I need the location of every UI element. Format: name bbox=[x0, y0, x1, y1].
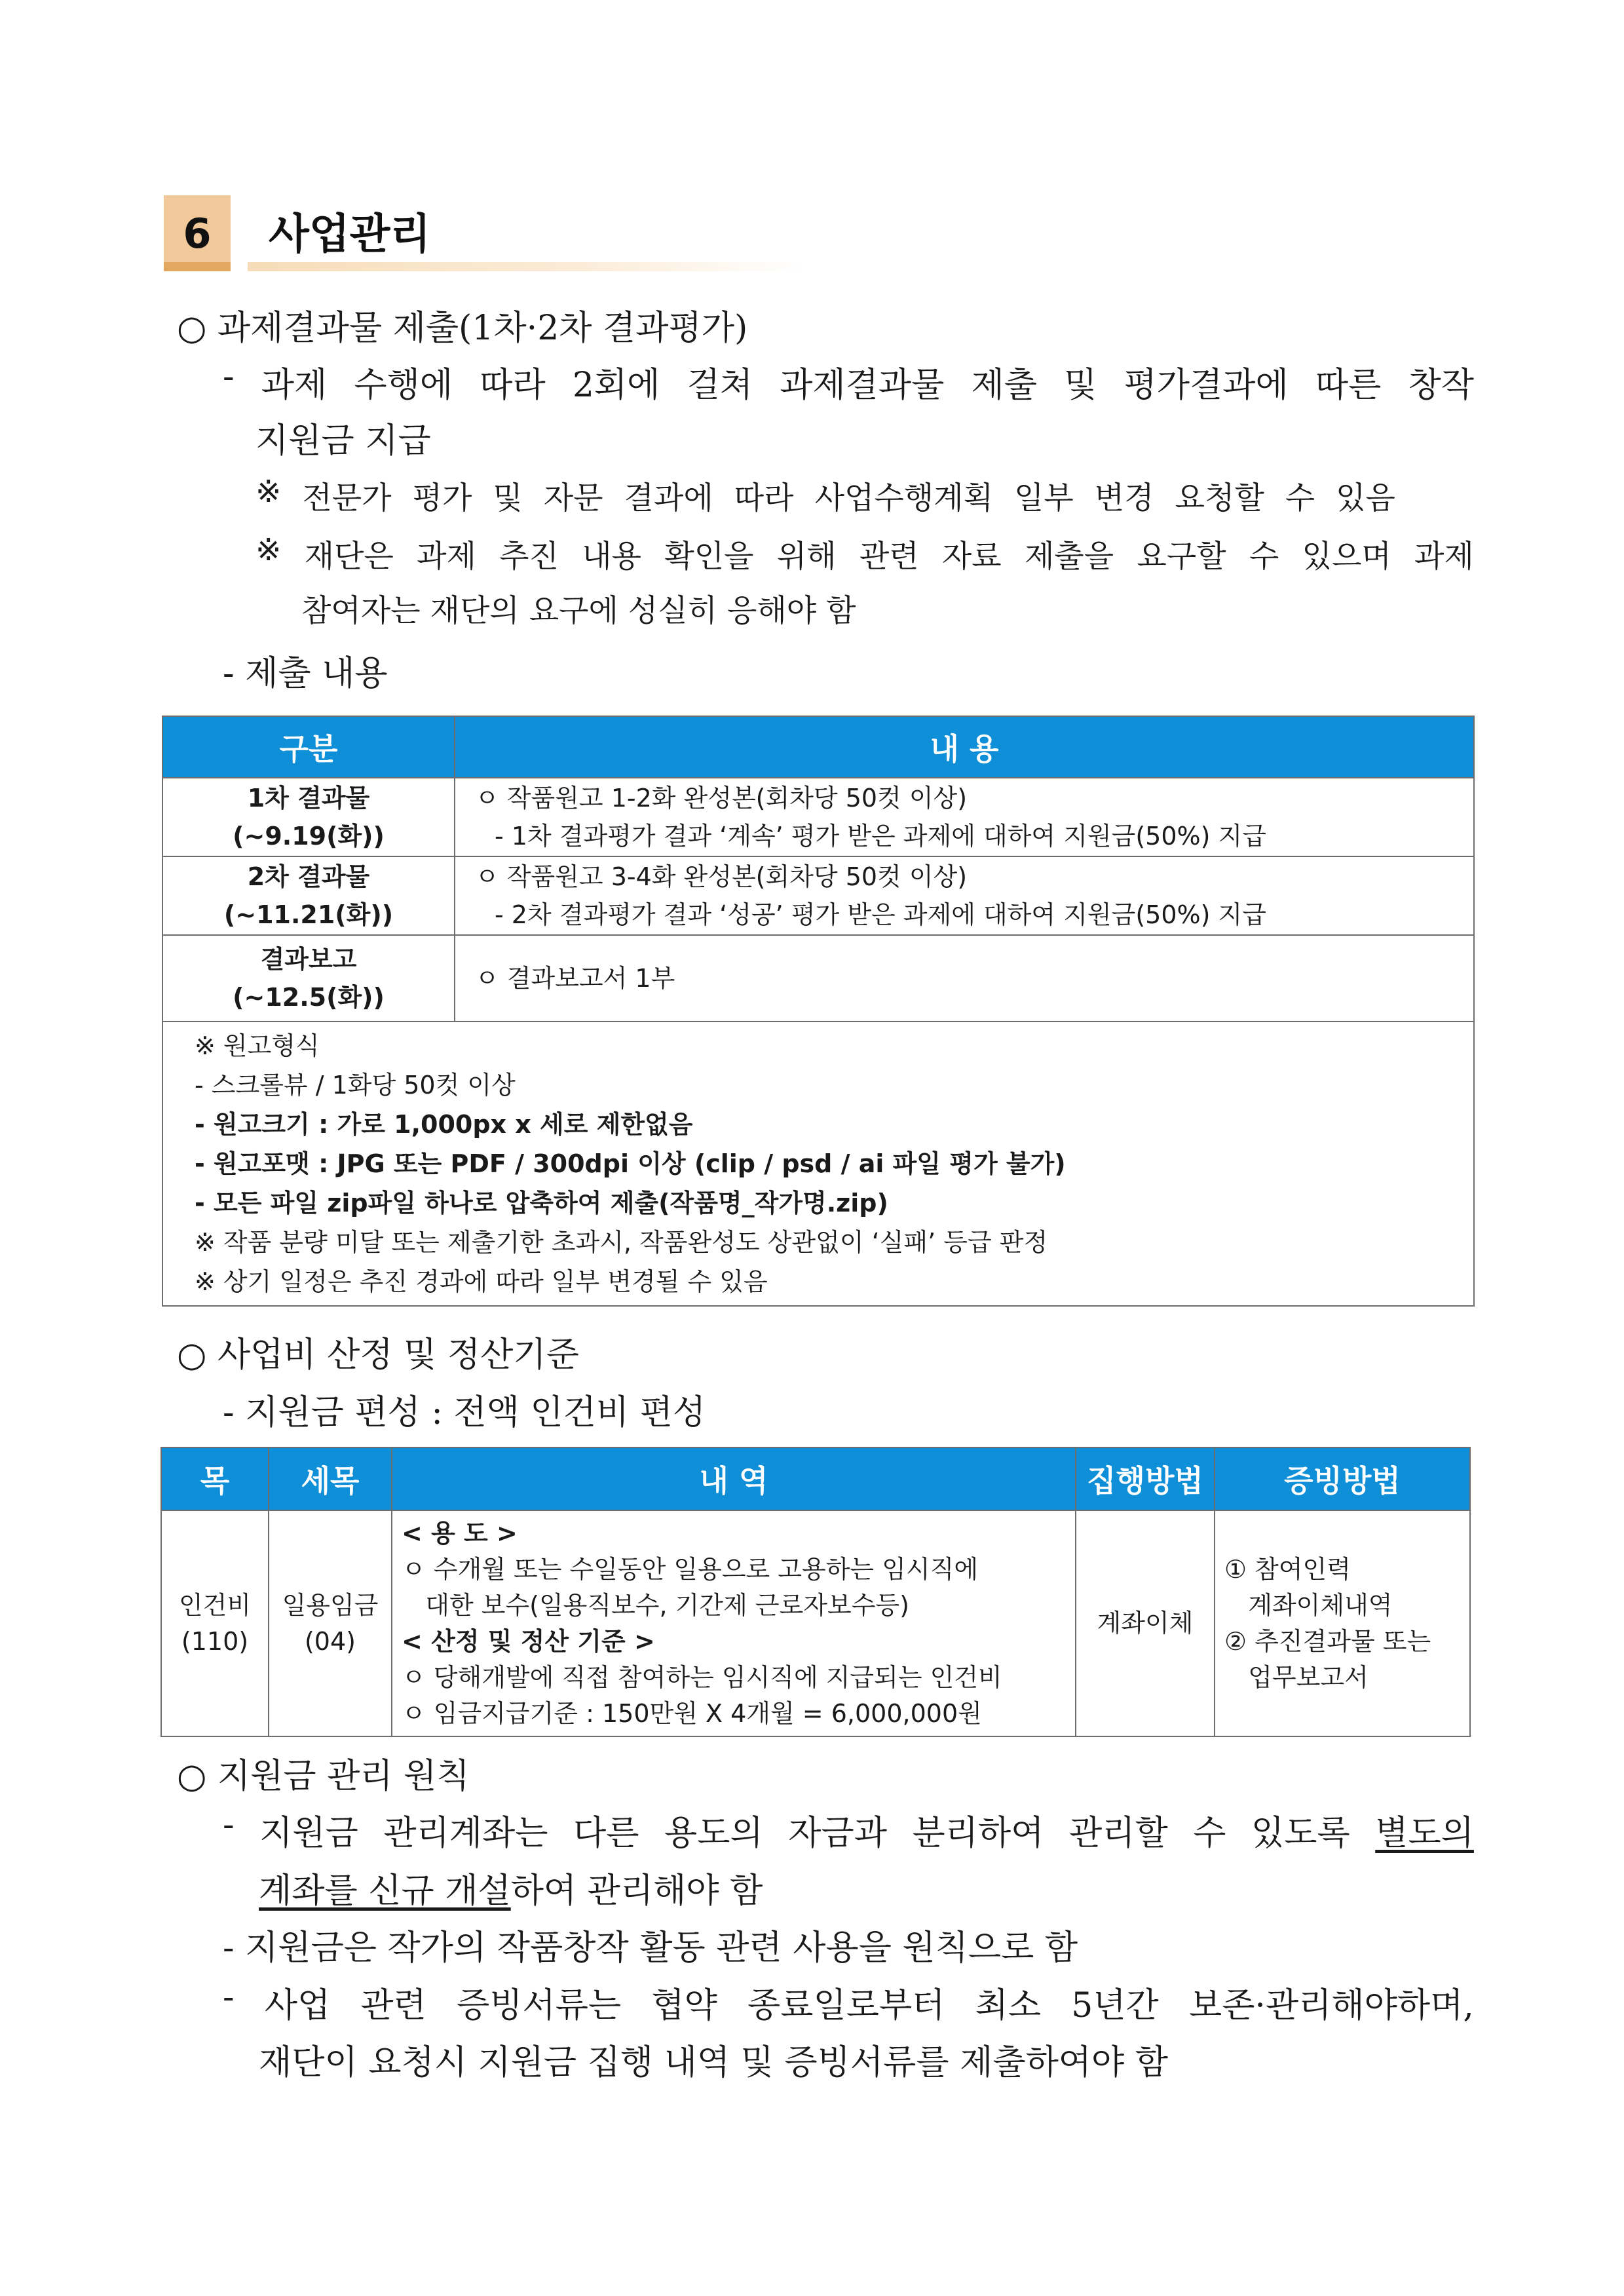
semok-code: (04) bbox=[304, 1626, 356, 1656]
budget-table bbox=[161, 1447, 1471, 1737]
submission-table bbox=[162, 716, 1475, 1307]
row-category: 결과보고 bbox=[260, 945, 357, 974]
table-row bbox=[162, 778, 1474, 856]
word: 종료일로부터 bbox=[747, 1986, 945, 2025]
note-failure: ※ 작품 분량 미달 또는 제출기한 초과시, 작품완성도 상관없이 ‘실패’ 등급 판정 bbox=[195, 1228, 1048, 1257]
word: 과제 bbox=[417, 539, 476, 575]
row-category: 2차 결과물 bbox=[247, 862, 370, 891]
heading-submission: ○ 과제결과물 제출(1차·2차 결과평가) bbox=[177, 309, 748, 348]
word: 협약 bbox=[651, 1986, 717, 2025]
word: 과제 bbox=[1414, 539, 1474, 575]
row-deadline: (~12.5(화)) bbox=[233, 983, 385, 1012]
word: 과제 bbox=[261, 366, 328, 405]
paragraph-account-line1 bbox=[223, 1805, 1474, 1854]
word: 따라 bbox=[734, 480, 794, 516]
word: 내용 bbox=[582, 539, 642, 575]
word: 분리하여 bbox=[912, 1814, 1044, 1853]
note-schedule: ※ 상기 일정은 추진 경과에 따라 일부 변경될 수 있음 bbox=[195, 1267, 768, 1296]
paragraph-account-line1b bbox=[259, 1863, 763, 1912]
word: 자료 bbox=[941, 539, 1002, 575]
word: 다른 bbox=[573, 1814, 639, 1853]
word: 수 bbox=[1193, 1814, 1226, 1853]
underlined-new-account: 계좌를 신규 개설 bbox=[259, 1871, 511, 1911]
detail-usage-title: < 용 도 > bbox=[402, 1518, 518, 1548]
word: 평가결과에 bbox=[1124, 366, 1289, 405]
word: 및 bbox=[493, 480, 523, 516]
word: 위해 bbox=[776, 539, 837, 575]
word: 용도의 bbox=[664, 1814, 763, 1853]
word: 사업 bbox=[264, 1986, 331, 2025]
word: 평가 bbox=[412, 480, 472, 516]
section-title-underline bbox=[248, 262, 804, 271]
evidence-line2: 계좌이체내역 bbox=[1224, 1590, 1393, 1620]
word: 관리계좌는 bbox=[383, 1814, 548, 1853]
word: 및 bbox=[1064, 366, 1097, 405]
word: 요구할 bbox=[1137, 539, 1226, 575]
word: 따라 bbox=[480, 366, 546, 405]
heading-budget: ○ 사업비 산정 및 정산기준 bbox=[177, 1335, 579, 1375]
word: 걸쳐 bbox=[687, 366, 753, 405]
section-number: 6 bbox=[164, 195, 231, 271]
word: 증빙서류는 bbox=[457, 1986, 622, 2025]
semok-name: 일용임금 bbox=[282, 1590, 379, 1620]
detail-usage-line2: 대한 보수(일용직보수, 기간제 근로자보수등) bbox=[402, 1590, 909, 1620]
word: 수행에 bbox=[354, 366, 453, 405]
table-header-semok: 세목 bbox=[269, 1447, 392, 1510]
section-title: 사업관리 bbox=[269, 210, 431, 259]
table-row bbox=[162, 935, 1474, 1022]
row-subcontent: - 2차 결과평가 결과 ‘성공’ 평가 받은 과제에 대하여 지원금(50%) 지급 bbox=[495, 900, 1266, 929]
word: 사업수행계획 bbox=[814, 480, 993, 516]
word: 일부 bbox=[1013, 480, 1074, 516]
word: - bbox=[223, 1978, 235, 2017]
word: 자문 bbox=[543, 480, 603, 516]
word: 5년간 bbox=[1071, 1986, 1159, 2025]
table-row bbox=[162, 856, 1474, 935]
note-format-title: ※ 원고형식 bbox=[195, 1031, 320, 1060]
word: 과제결과물 bbox=[780, 366, 945, 405]
account-line-rest: 하여 관리해야 함 bbox=[510, 1871, 763, 1911]
section-number-shadow bbox=[164, 262, 231, 271]
row-category: 1차 결과물 bbox=[247, 784, 370, 813]
note-foundation-request bbox=[255, 532, 1474, 576]
word: 추진 bbox=[499, 539, 559, 575]
word: 있음 bbox=[1336, 480, 1395, 516]
word: 보존·관리해야하며, bbox=[1188, 1986, 1474, 2025]
table-header-method: 집행방법 bbox=[1076, 1447, 1215, 1510]
word: 관리할 bbox=[1068, 1814, 1168, 1853]
evidence-line1: ① 참여인력 bbox=[1224, 1554, 1351, 1584]
word: 따른 bbox=[1315, 366, 1382, 405]
detail-criteria-title: < 산정 및 정산 기준 > bbox=[402, 1626, 655, 1656]
word: 요청할 bbox=[1175, 480, 1264, 516]
word: 창작 bbox=[1408, 366, 1474, 405]
word: 재단은 bbox=[304, 539, 394, 575]
word: ※ bbox=[255, 532, 282, 568]
word: 결과에 bbox=[624, 480, 713, 516]
paragraph-evidence-retention-cont: 재단이 요청시 지원금 집행 내역 및 증빙서류를 제출하여야 함 bbox=[259, 2043, 1169, 2082]
table-row bbox=[161, 1510, 1470, 1736]
subheading-budget-allocation: - 지원금 편성 : 전액 인건비 편성 bbox=[223, 1393, 706, 1432]
paragraph-usage-principle: - 지원금은 작가의 작품창작 활동 관련 사용을 원칙으로 함 bbox=[223, 1928, 1078, 1968]
word: - bbox=[223, 1805, 235, 1845]
note-scroll: - 스크롤뷰 / 1화당 50컷 이상 bbox=[195, 1071, 516, 1100]
row-deadline: (~11.21(화)) bbox=[223, 900, 394, 929]
word: 관련 bbox=[859, 539, 919, 575]
word: 지원금 bbox=[259, 1814, 358, 1853]
table-header-mok: 목 bbox=[161, 1447, 269, 1510]
detail-usage-line1: ㅇ 수개월 또는 수일동안 일용으로 고용하는 임시직에 bbox=[402, 1554, 979, 1584]
paragraph-submission-line1b: 지원금 지급 bbox=[255, 421, 431, 461]
word: 확인을 bbox=[664, 539, 754, 575]
subheading-submission-content: - 제출 내용 bbox=[223, 654, 388, 693]
execution-method: 계좌이체 bbox=[1076, 1510, 1215, 1736]
word: ※ bbox=[255, 474, 282, 510]
paragraph-evidence-retention bbox=[223, 1978, 1474, 2027]
word: 제출 bbox=[971, 366, 1037, 405]
table-header-category: 구분 bbox=[162, 716, 455, 778]
word: 수 bbox=[1249, 539, 1279, 575]
evidence-line3: ② 추진결과물 또는 bbox=[1224, 1626, 1431, 1656]
row-subcontent: - 1차 결과평가 결과 ‘계속’ 평가 받은 과제에 대하여 지원금(50%) 지급 bbox=[495, 822, 1266, 851]
row-content: ㅇ 작품원고 3-4화 완성본(회차당 50컷 이상) bbox=[475, 862, 968, 891]
evidence-line4: 업무보고서 bbox=[1224, 1662, 1369, 1692]
word: 자금과 bbox=[788, 1814, 887, 1853]
word: 수 bbox=[1285, 480, 1315, 516]
table-header-content: 내 용 bbox=[455, 716, 1474, 778]
word: 전문가 bbox=[302, 480, 392, 516]
detail-criteria-line2: ㅇ 임금지급기준 : 150만원 X 4개월 = 6,000,000원 bbox=[402, 1698, 982, 1728]
word: 2회에 bbox=[572, 366, 660, 405]
table-header-evidence: 증빙방법 bbox=[1215, 1447, 1470, 1510]
word: - bbox=[223, 357, 235, 396]
table-notes-row bbox=[162, 1022, 1474, 1306]
row-deadline: (~9.19(화)) bbox=[233, 822, 385, 851]
note-zip: - 모든 파일 zip파일 하나로 압축하여 제출(작품명_작가명.zip) bbox=[195, 1189, 888, 1217]
row-content: ㅇ 결과보고서 1부 bbox=[475, 964, 675, 993]
word: 별도의 bbox=[1375, 1814, 1474, 1853]
note-expert-review bbox=[255, 474, 1395, 518]
word: 제출을 bbox=[1024, 539, 1114, 575]
row-content: ㅇ 작품원고 1-2화 완성본(회차당 50컷 이상) bbox=[475, 784, 968, 813]
word: 있도록 bbox=[1251, 1814, 1350, 1853]
word: 있으며 bbox=[1302, 539, 1391, 575]
detail-criteria-line1: ㅇ 당해개발에 직접 참여하는 임시직에 지급되는 인건비 bbox=[402, 1662, 1002, 1692]
word: 최소 bbox=[975, 1986, 1042, 2025]
note-size: - 원고크기 : 가로 1,000px x 세로 제한없음 bbox=[195, 1110, 693, 1139]
mok-name: 인건비 bbox=[178, 1590, 252, 1620]
word: 관련 bbox=[360, 1986, 426, 2025]
paragraph-submission-line1 bbox=[223, 357, 1474, 406]
table-header-details: 내 역 bbox=[392, 1447, 1076, 1510]
note-foundation-request-cont: 참여자는 재단의 요구에 성실히 응해야 함 bbox=[301, 593, 856, 629]
note-format: - 원고포맷 : JPG 또는 PDF / 300dpi 이상 (clip / psd / ai 파일 평가 불가) bbox=[195, 1149, 1066, 1178]
heading-fund-management: ○ 지원금 관리 원칙 bbox=[177, 1757, 470, 1796]
word: 변경 bbox=[1094, 480, 1154, 516]
mok-code: (110) bbox=[181, 1626, 249, 1656]
